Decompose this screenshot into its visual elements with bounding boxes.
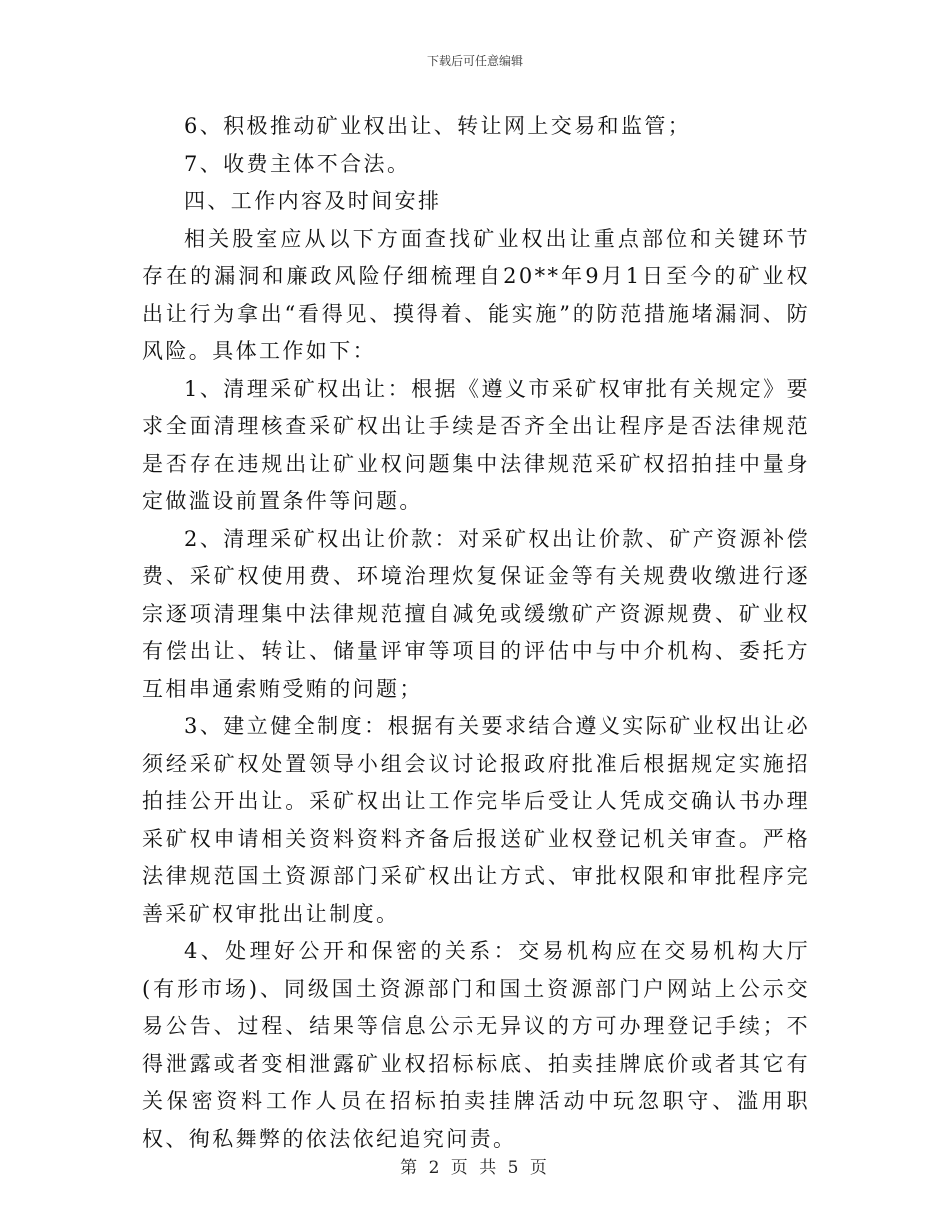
paragraph-item-7: 7、收费主体不合法。	[184, 151, 411, 176]
paragraph-task-1: 1、清理采矿权出让：根据《遵义市采矿权审批有关规定》要求全面清理核查采矿权出让手续是否齐全出让程序是否法律规范是否存在违规出让矿业权问题集中法律规范采矿权招拍挂中量身定做滥设前置条件等问题。	[142, 376, 810, 513]
paragraph-intro: 相关股室应从以下方面查找矿业权出让重点部位和关键环节存在的漏洞和廉政风险仔细梳理自20**年9月1日至今的矿业权出让行为拿出“看得见、摸得着、能实施”的防范措施堵漏洞、防风险。具体工作如下：	[142, 226, 810, 363]
paragraph-item-6: 6、积极推动矿业权出让、转让网上交易和监管；	[184, 114, 692, 138]
page-header: 下载后可任意编辑	[426, 54, 523, 68]
paragraph-task-4: 4、处理好公开和保密的关系：交易机构应在交易机构大厅(有形市场)、同级国土资源部门和国土资源部门户网站上公示交易公告、过程、结果等信息公示无异议的方可办理登记手续；不得泄露或者变相泄露矿业权招标标底、拍卖挂牌底价或者其它有关保密资料工作人员在招标拍卖挂牌活动中玩忽职守、滥用职权、徇私舞弊的依法依纪追究问责。	[142, 939, 810, 1151]
paragraph-task-3: 3、建立健全制度：根据有关要求结合遵义实际矿业权出让必须经采矿权处置领导小组会议讨论报政府批准后根据规定实施招拍挂公开出让。采矿权出让工作完毕后受让人凭成交确认书办理采矿权申请相关资料资料齐备后报送矿业权登记机关审查。严格法律规范国土资源部门采矿权出让方式、审批权限和审批程序完善采矿权审批出让制度。	[142, 714, 810, 926]
document-body	[142, 108, 810, 1158]
page-number: 第 2 页 共 5 页	[400, 1158, 550, 1178]
paragraph-task-2: 2、清理采矿权出让价款：对采矿权出让价款、矿产资源补偿费、采矿权使用费、环境治理炊复保证金等有关规费收缴进行逐宗逐项清理集中法律规范擅自减免或缓缴矿产资源规费、矿业权有偿出让、转让、储量评审等项目的评估中与中介机构、委托方互相串通索贿受贿的问题；	[142, 526, 810, 701]
section-heading-4: 四、工作内容及时间安排	[184, 189, 442, 213]
